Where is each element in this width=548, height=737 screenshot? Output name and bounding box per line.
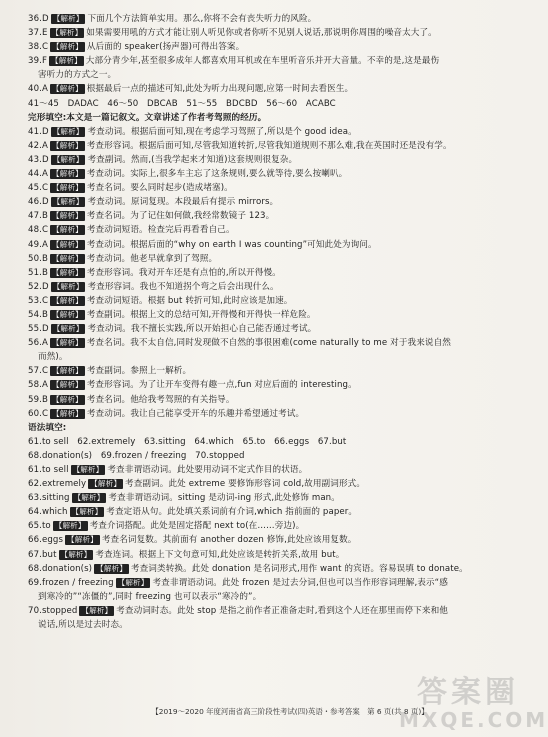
question-number: 64.which (28, 507, 68, 518)
watermark-line2: MXQE.COM (399, 708, 548, 732)
line-text: 说话,所以是过去时态。 (38, 620, 128, 631)
analysis-tag: 【解析】 (51, 169, 83, 179)
line-text: 而然)。 (38, 352, 68, 363)
question-number: 58.A (28, 380, 48, 391)
analysis-tag: 【解析】 (52, 42, 83, 52)
analysis-tag: 【解析】 (51, 56, 82, 66)
answer-line (28, 533, 507, 547)
question-number: 40.A (28, 84, 48, 95)
line-text: 考查词类转换。此处 donation 是名词形式,用作 want 的宾语。容易误填 to donate。 (130, 563, 468, 574)
line-text: 考查动词。根据后面的“why on earth I was counting”可知此处为询问。 (86, 239, 377, 250)
answer-line (28, 139, 507, 153)
analysis-tag: 【解析】 (51, 338, 83, 348)
question-number: 42.A (28, 140, 48, 151)
answer-line (28, 12, 507, 26)
line-text: 考查动词短语。根据 but 转折可知,此时应该是加速。 (86, 295, 293, 306)
answer-line (28, 195, 507, 209)
line-text: 考查动词。我让自己能享受开车的乐趣并希望通过考试。 (86, 408, 305, 419)
line-text: 考查动词。我不擅长实践,所以开始担心自己能否通过考试。 (87, 324, 317, 335)
question-number: 39.F (28, 56, 48, 67)
analysis-tag: 【解析】 (51, 28, 83, 38)
analysis-tag: 【解析】 (72, 465, 104, 474)
line-text: 考查名词复数。其前面有 another dozen 修饰,此处应该用复数。 (101, 535, 357, 546)
line-text: 考查动词。根据后面可知,现在考虑学习驾照了,所以是个 good idea。 (87, 126, 357, 137)
analysis-tag: 【解析】 (51, 239, 83, 249)
analysis-tag: 【解析】 (52, 197, 84, 207)
analysis-tag: 【解析】 (52, 281, 84, 291)
analysis-tag: 【解析】 (54, 521, 86, 531)
answer-line (28, 252, 507, 266)
answer-line (28, 519, 507, 533)
analysis-tag: 【解析】 (71, 507, 103, 517)
question-number: 63.sitting (28, 493, 70, 504)
analysis-tag: 【解析】 (117, 577, 149, 587)
question-number: 44.A (28, 169, 48, 180)
answer-line (28, 209, 507, 223)
answer-line (28, 548, 507, 562)
answer-line (28, 336, 507, 350)
answer-line (28, 322, 507, 336)
line-text: 考查形容词。我也不知道拐个弯之后会出现什么。 (87, 281, 279, 292)
line-text: 考查动词。原词复现。本段最后有提示 mirrors。 (87, 197, 279, 208)
analysis-tag: 【解析】 (51, 380, 83, 390)
answer-line (28, 435, 507, 449)
analysis-tag: 【解析】 (52, 295, 83, 305)
analysis-tag: 【解析】 (52, 14, 84, 23)
line-text: 考查定语从句。此处填关系词前有介词,which 指前面的 paper。 (106, 507, 358, 518)
analysis-tag: 【解析】 (51, 309, 83, 319)
question-number: 37.E (28, 28, 48, 39)
line-text: 41～45 DADAC 46～50 DBCAB 51～55 BDCBD 56～60 ACABC (28, 98, 336, 109)
line-text: 考查非谓语动词。此处要用动词不定式作目的状语。 (107, 465, 308, 475)
line-text: 考查非谓语动词。sitting 是动词-ing 形式,此处修饰 man。 (108, 493, 340, 504)
question-number: 67.but (28, 549, 57, 560)
answer-line (28, 223, 507, 237)
question-number: 36.D (28, 14, 49, 24)
answer-line (28, 604, 507, 618)
line-text: 考查副词。根据上文的总结可知,开得慢和开得快一样危险。 (86, 309, 316, 320)
analysis-tag: 【解析】 (52, 225, 83, 235)
answer-line (28, 350, 507, 364)
answer-line (28, 26, 507, 40)
analysis-tag: 【解析】 (73, 493, 105, 503)
line-text: 考查名词。为了记住如何做,我经常数镜子 123。 (86, 211, 275, 222)
analysis-tag: 【解析】 (52, 366, 83, 376)
line-text: 考查形容词。根据后面可知,尽管我知道转折,尽管我知道规则不那么难,我在英国时还是没有学。 (86, 140, 452, 151)
analysis-tag: 【解析】 (52, 324, 84, 334)
answer-line (28, 294, 507, 308)
question-number: 70.stopped (28, 605, 78, 616)
watermark-logo (399, 675, 548, 735)
analysis-tag: 【解析】 (51, 84, 83, 94)
answer-lines (28, 12, 507, 632)
page-footer: 【2019～2020 年度河南省高三阶段性考试(四)英语・参考答案 第 6 页(共 8 页)】 (151, 707, 429, 716)
answer-line (28, 449, 507, 463)
question-number: 50.B (28, 253, 48, 264)
line-text: 考查副词。然而,(当我学起来才知道)这套规则很复杂。 (87, 154, 298, 165)
analysis-tag: 【解析】 (51, 253, 83, 263)
question-number: 46.D (28, 197, 49, 208)
analysis-tag: 【解析】 (52, 183, 83, 193)
answer-line (28, 280, 507, 294)
line-text: 考查形容词。为了让开车变得有趣一点,fun 对应后面的 interesting。 (86, 380, 357, 391)
question-number: 62.extremely (28, 479, 87, 490)
question-number: 41.D (28, 126, 49, 137)
line-text: 语法填空: (28, 422, 67, 433)
answer-line (28, 491, 507, 505)
line-text: 到寒冷的”“冻僵的”,同时 freezing 也可以表示“寒冷的”。 (38, 591, 262, 602)
answer-line (28, 54, 507, 68)
question-number: 66.eggs (28, 535, 64, 546)
answer-line (28, 167, 507, 181)
line-text: 考查非谓语动词。此处 frozen 是过去分词,但也可以当作形容词理解,表示“感 (152, 577, 448, 588)
line-text: 考查形容词。我对开车还是有点怕的,所以开得慢。 (86, 267, 281, 278)
analysis-tag: 【解析】 (51, 394, 83, 404)
answer-line (28, 378, 507, 392)
answer-line (28, 125, 507, 139)
question-number: 52.D (28, 281, 49, 292)
question-number: 38.C (28, 42, 49, 53)
question-number: 57.C (28, 366, 49, 377)
question-number: 65.to (28, 521, 51, 532)
line-text: 68.donation(s) 69.frozen / freezing 70.stopped (28, 450, 245, 461)
question-number: 69.frozen / freezing (28, 577, 114, 588)
line-text: 下面几个方法简单实用。那么,你将不会有丧失听力的风险。 (87, 14, 317, 24)
analysis-tag: 【解析】 (81, 605, 113, 615)
line-text: 大部分青少年,甚至很多成年人都喜欢用耳机或在车里听音乐并开大音量。不幸的是,这是最伤 (85, 56, 440, 67)
question-number: 59.B (28, 394, 48, 405)
section-heading (28, 421, 507, 435)
answer-line (28, 82, 507, 96)
answer-line (28, 238, 507, 252)
answer-line (28, 97, 507, 111)
answer-line (28, 590, 507, 604)
answer-line (28, 153, 507, 167)
question-number: 61.to sell (28, 465, 69, 475)
analysis-tag: 【解析】 (51, 140, 83, 150)
question-number: 45.C (28, 183, 49, 194)
analysis-tag: 【解析】 (90, 479, 122, 489)
question-number: 48.C (28, 225, 49, 236)
answer-line (28, 266, 507, 280)
analysis-tag: 【解析】 (52, 154, 84, 164)
analysis-tag: 【解析】 (51, 267, 83, 277)
line-text: 考查副词。参照上一解析。 (86, 366, 192, 377)
answer-line (28, 576, 507, 590)
question-number: 55.D (28, 324, 49, 335)
line-text: 考查名词。我不太自信,同时发现做不自然的事很困难(come naturally to me 对于我来说自然 (86, 338, 451, 349)
line-text: 考查名词。他给我考驾照的有关指导。 (86, 394, 235, 405)
question-number: 68.donation(s) (28, 563, 93, 574)
watermark-line1: 答案圈 (417, 675, 519, 710)
line-text: 考查名词。要么同时起步(造成堵塞)。 (86, 183, 233, 194)
line-text: 考查连词。根据上下文句意可知,此处应该是转折关系,故用 but。 (95, 549, 345, 560)
line-text: 害听力的方式之一。 (38, 70, 117, 81)
line-text: 考查动词。他老早就拿到了驾照。 (86, 253, 218, 264)
answer-line (28, 181, 507, 195)
analysis-tag: 【解析】 (60, 549, 92, 559)
answer-line (28, 364, 507, 378)
answer-line (28, 618, 507, 632)
question-number: 43.D (28, 154, 49, 165)
answer-line (28, 477, 507, 491)
line-text: 考查副词。此处 extreme 要修饰形容词 cold,故用副词形式。 (125, 479, 366, 490)
line-text: 从后面的 speaker(扬声器)可得出答案。 (86, 42, 245, 53)
line-text: 完形填空:本文是一篇记叙文。文章讲述了作者考驾照的经历。 (28, 112, 267, 123)
answer-line (28, 393, 507, 407)
analysis-tag: 【解析】 (52, 408, 83, 418)
question-number: 47.B (28, 211, 48, 222)
answer-line (28, 308, 507, 322)
line-text: 考查介词搭配。此处是固定搭配 next to(在……旁边)。 (89, 521, 305, 532)
analysis-tag: 【解析】 (52, 126, 84, 136)
answer-line (28, 40, 507, 54)
section-heading (28, 111, 507, 125)
analysis-tag: 【解析】 (96, 563, 127, 573)
line-text: 根据最后一点的描述可知,此处为听力出现问题,应第一时间去看医生。 (86, 84, 354, 95)
question-number: 49.A (28, 239, 48, 250)
question-number: 60.C (28, 408, 49, 419)
line-text: 如果需要用吼的方式才能让别人听见你或者你听不见别人说话,那说明你周围的噪音太大了。 (86, 28, 437, 39)
line-text: 61.to sell 62.extremely 63.sitting 64.which 65.to 66.eggs 67.but (28, 436, 347, 447)
answer-line (28, 407, 507, 421)
line-text: 考查动词短语。检查完后再看看自己。 (86, 225, 235, 236)
answer-line (28, 68, 507, 82)
line-text: 考查动词时态。此处 stop 是指之前作者正准备走时,看到这个人还在那里而停下来和他 (116, 605, 448, 616)
analysis-tag: 【解析】 (51, 211, 83, 221)
question-number: 51.B (28, 267, 48, 278)
question-number: 56.A (28, 338, 48, 349)
answer-line (28, 463, 507, 477)
line-text: 考查动词。实际上,很多车主忘了这条规则,要么就等待,要么按喇叭。 (86, 169, 348, 180)
answer-line (28, 562, 507, 576)
answer-line (28, 505, 507, 519)
question-number: 54.B (28, 309, 48, 320)
question-number: 53.C (28, 295, 49, 306)
analysis-tag: 【解析】 (67, 535, 98, 545)
